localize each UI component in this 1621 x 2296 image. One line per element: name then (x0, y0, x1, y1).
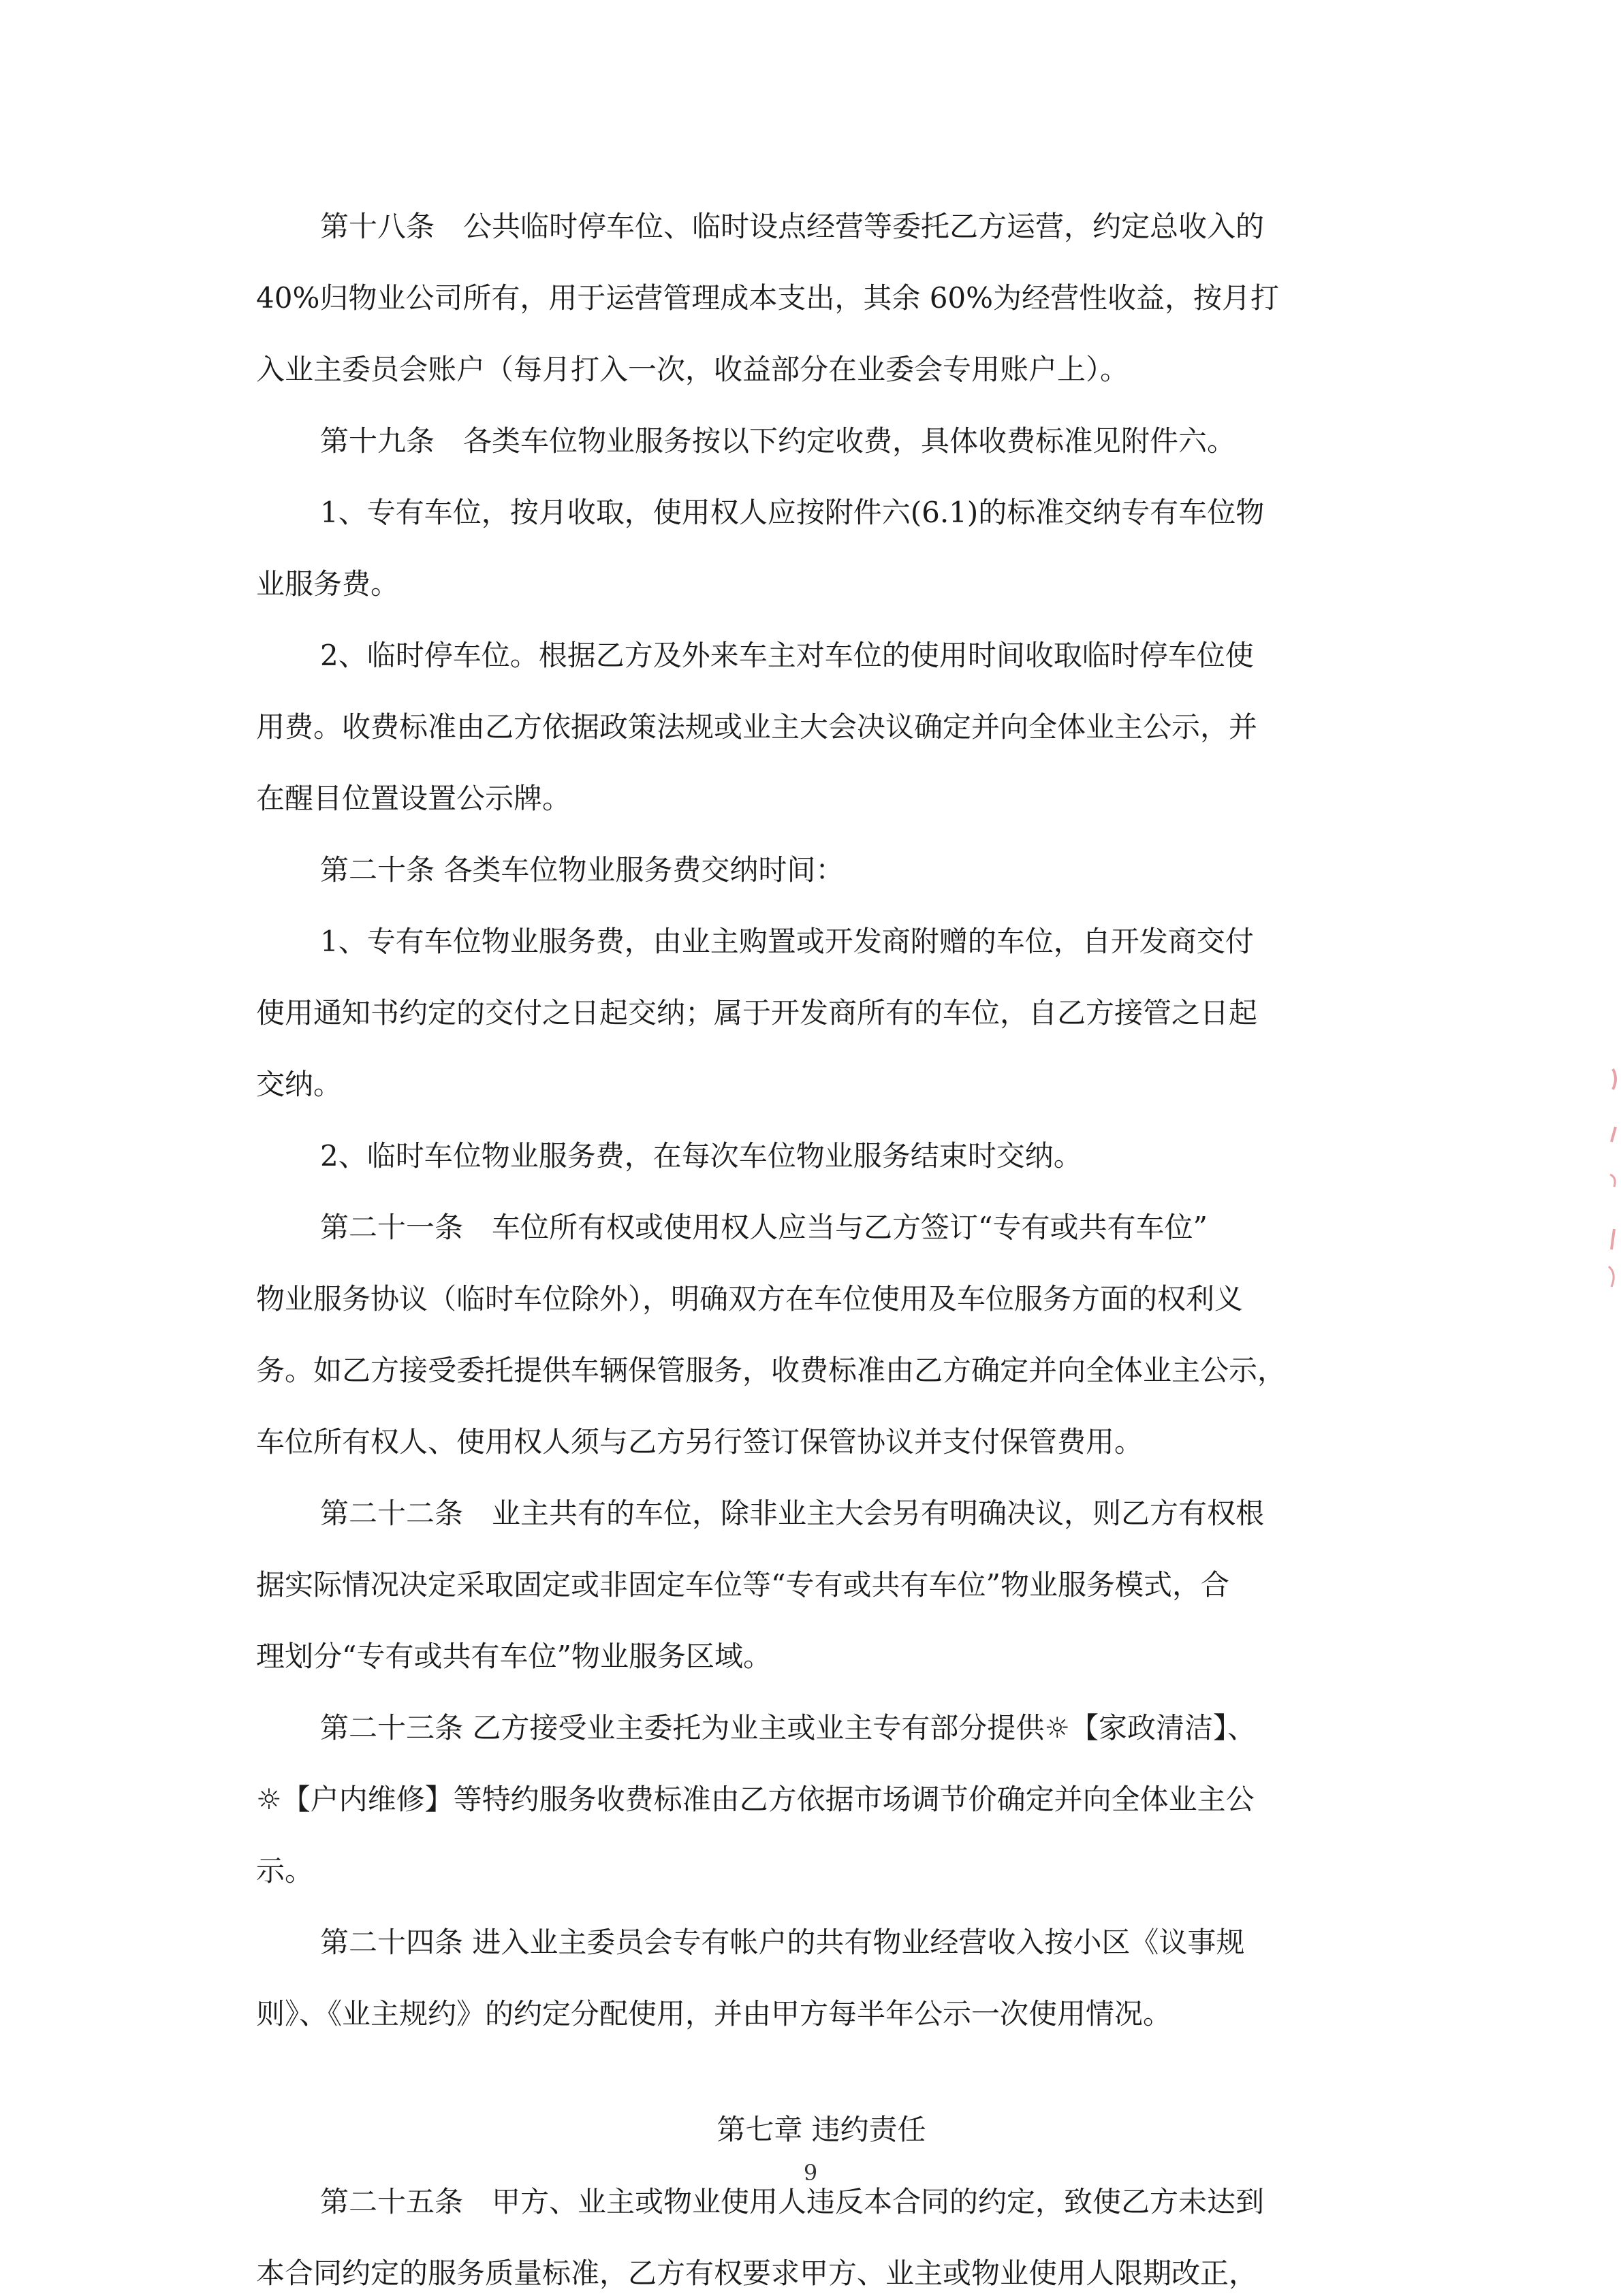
text-line: 在醒目位置设置公示牌。 (256, 782, 571, 815)
text-line: 第二十三条 乙方接受业主委托为业主或业主专有部分提供☼【家政清洁】、 (320, 1711, 1257, 1744)
page-number: 9 (803, 2160, 818, 2186)
text-line: 理划分“专有或共有车位”物业服务区域。 (256, 1640, 772, 1673)
seal-stamp-fragment (1603, 1062, 1621, 1294)
text-line: 用费。收费标准由乙方依据政策法规或业主大会决议确定并向全体业主公示，并 (256, 710, 1258, 744)
text-line: 本合同约定的服务质量标准，乙方有权要求甲方、业主或物业使用人限期改正， (256, 2257, 1258, 2290)
chapter-heading: 第七章 违约责任 (717, 2113, 926, 2146)
text-line: ☼【户内维修】等特约服务收费标准由乙方依据市场调节价确定并向全体业主公 (256, 1783, 1255, 1816)
text-line: 则》、《业主规约》的约定分配使用，并由甲方每半年公示一次使用情况。 (256, 1997, 1172, 2030)
text-line: 入业主委员会账户（每月打入一次，收益部分在业委会专用账户上）。 (256, 353, 1129, 386)
text-line: 40%归物业公司所有，用于运营管理成本支出，其余 60%为经营性收益，按月打 (256, 281, 1280, 315)
document-body (256, 204, 1387, 2296)
text-line: 第二十一条 车位所有权或使用权人应当与乙方签订“专有或共有车位” (320, 1211, 1208, 1244)
text-line: 据实际情况决定采取固定或非固定车位等“专有或共有车位”物业服务模式，合 (256, 1568, 1229, 1601)
text-line: 车位所有权人、使用权人须与乙方另行签订保管协议并支付保管费用。 (256, 1425, 1144, 1458)
text-line: 第二十五条 甲方、业主或物业使用人违反本合同的约定，致使乙方未达到 (320, 2185, 1265, 2218)
text-line: 第二十二条 业主共有的车位，除非业主大会另有明确决议，则乙方有权根 (320, 1497, 1265, 1530)
text-line: 物业服务协议（临时车位除外），明确双方在车位使用及车位服务方面的权利义 (256, 1282, 1244, 1316)
text-line: 1、专有车位物业服务费，由业主购置或开发商附赠的车位，自开发商交付 (320, 925, 1254, 958)
text-line: 第十九条 各类车位物业服务按以下约定收费，具体收费标准见附件六。 (320, 424, 1236, 458)
text-line: 使用通知书约定的交付之日起交纳；属于开发商所有的车位，自乙方接管之日起 (256, 996, 1258, 1030)
text-line: 示。 (256, 1854, 314, 1887)
text-line: 2、临时车位物业服务费，在每次车位物业服务结束时交纳。 (320, 1139, 1082, 1173)
text-line: 1、专有车位，按月收取，使用权人应按附件六(6.1)的标准交纳专有车位物 (320, 496, 1265, 529)
text-line: 第二十条 各类车位物业服务费交纳时间： (320, 853, 845, 887)
text-line: 务。如乙方接受委托提供车辆保管服务，收费标准由乙方确定并向全体业主公示， (256, 1354, 1287, 1387)
text-line: 第二十四条 进入业主委员会专有帐户的共有物业经营收入按小区《议事规 (320, 1926, 1245, 1959)
text-line: 2、临时停车位。根据乙方及外来车主对车位的使用时间收取临时停车位使 (320, 639, 1254, 672)
text-line: 交纳。 (256, 1068, 343, 1101)
text-line: 业服务费。 (256, 567, 400, 601)
text-line: 第十八条 公共临时停车位、临时设点经营等委托乙方运营，约定总收入的 (320, 210, 1265, 243)
